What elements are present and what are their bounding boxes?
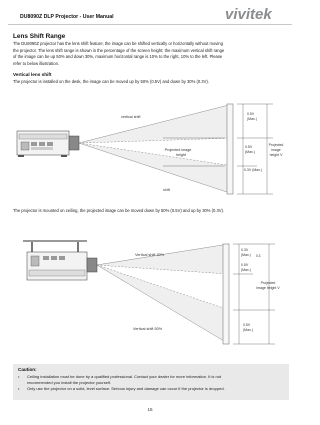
label-c-max: (Max.) <box>243 328 253 332</box>
caution-item-2-line-1: Only use the projector on a solid, level surface. Serious injury and damage can occur if the projector is dropped. <box>27 386 225 391</box>
label-mid-value: 0.5V <box>245 145 253 149</box>
label-top-value: 0.5V <box>247 112 255 116</box>
caution-title: Caution: <box>18 367 37 372</box>
desk-install-text: The projector is installed on the desk, the image can be moved up by 50% (0.5V) and down by 30% (0.3V). <box>13 79 209 84</box>
caution-item-1-line-1: Ceiling installation must be done by a qualified professional. Contact your dealer for more information. It is not <box>27 374 222 379</box>
ceiling-dimension-lines <box>233 244 275 344</box>
bullet-icon: • <box>18 374 20 379</box>
manual-title: DU8090Z DLP Projector - User Manual <box>20 14 114 20</box>
label-c-value: 0.5V <box>243 323 251 327</box>
bullet-icon: • <box>18 386 20 391</box>
label-projected-image: Projected image <box>164 148 192 152</box>
label-ceiling-image-height: image height V <box>256 286 280 290</box>
page-number: 15 <box>147 407 153 412</box>
label-b-value: 0.5V <box>241 263 249 267</box>
ceiling-mount-illustration <box>23 240 97 280</box>
label-b-max: (Max.) <box>241 268 251 272</box>
label-shift-up: Vertical shift 30% <box>135 253 165 257</box>
intro-line-2: the projector. The lens shift range is shown in the percentage of the screen height; the maximum vertical shift range <box>13 47 225 53</box>
projection-screen <box>227 104 233 194</box>
label-right-image: image <box>271 148 281 152</box>
label-bottom-value: 0.3V (Max.) <box>244 168 263 172</box>
label-vertical-shift: vertical shift <box>121 115 141 119</box>
intro-line-1: The DU8090Z projector has the lens shift feature; the image can be shifted vertically or horizontally without moving <box>13 41 223 46</box>
label-shift-down: Vertical shift 50% <box>133 327 163 331</box>
projector-illustration <box>17 131 79 157</box>
vivitek-logo <box>224 4 288 22</box>
intro-line-4: refer to below illustration. <box>13 60 60 66</box>
ceiling-projection-screen <box>223 244 229 344</box>
label-right-projected: Projected <box>268 143 284 147</box>
label-projected-image-height: height <box>175 153 187 157</box>
caution-box <box>13 364 289 400</box>
caution-item-1-line-2: recommended you install the projector yourself. <box>27 380 112 385</box>
desk-shift-diagram <box>13 96 289 202</box>
label-top-max: (Max.) <box>247 117 257 121</box>
header-divider <box>8 24 292 25</box>
ceiling-shift-diagram <box>13 226 289 354</box>
label-mid-max: (Max.) <box>245 150 255 154</box>
label-ceiling-projected: Projected <box>260 281 276 285</box>
intro-line-3: of the image can be up 50% and down 30%, maximum horizontal range is 10% to the right, 10% to the left. Please <box>13 54 223 59</box>
ceiling-install-text: The projector is mounted on ceiling, the projected image can be moved down by 50% (0.5V) and up by 30% (0.3V). <box>13 208 225 213</box>
vertical-shift-heading: Vertical lens shift <box>13 72 52 77</box>
section-title: Lens Shift Range <box>13 33 66 40</box>
label-a-max: (Max.) <box>241 253 251 257</box>
label-a-value: 0.3V <box>241 248 249 252</box>
logo-text: vivitek <box>225 6 272 22</box>
label-right-height: height V <box>269 153 283 157</box>
label-m: 0.3 <box>256 254 261 258</box>
label-shift: shift <box>163 188 170 192</box>
